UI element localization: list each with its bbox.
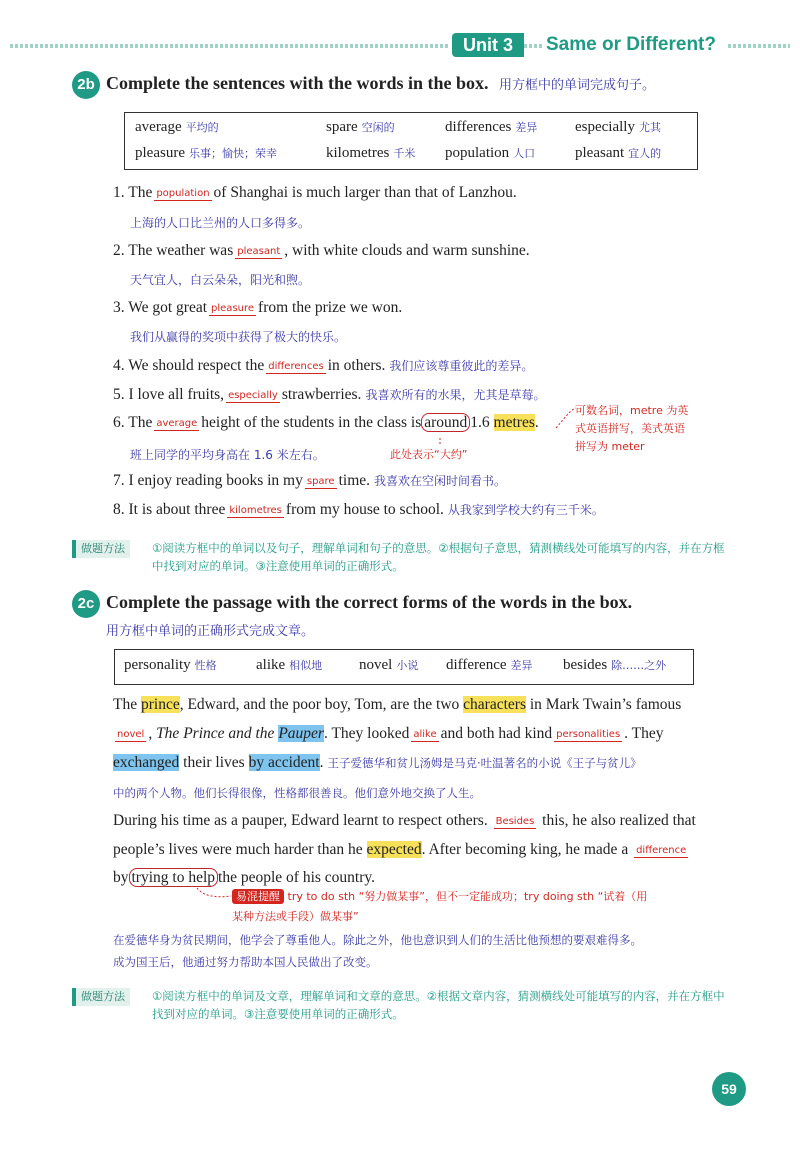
- tip-text-2c: ①阅读方框中的单词及文章，理解单词和文章的意思。②根据文章内容，猜测横线处可能填写的内容，并在方框中找到对应的单词。③注意要使用单词的正确形式。: [152, 989, 725, 1021]
- note-connector: [430, 398, 580, 450]
- warn-note-2: 某种方法或手段）做某事”: [232, 910, 359, 923]
- section-badge-2c: 2c: [72, 590, 100, 618]
- sentence-3: 3. We got great pleasure from the prize we won.: [113, 299, 403, 316]
- sentence-2: 2. The weather was pleasant , with white clouds and warm sunshine.: [113, 242, 530, 259]
- section-badge-2b: 2b: [72, 71, 100, 99]
- box-word: personality 性格: [124, 657, 217, 673]
- box-word: pleasant 宜人的: [575, 145, 662, 161]
- answer-blank[interactable]: spare: [306, 476, 335, 487]
- sentence-7: 7. I enjoy reading books in my spare time. 我喜欢在空闲时间看书。: [113, 472, 507, 489]
- tip-text-2b: ①阅读方框中的单词以及句子，理解单词和句子的意思。②根据句子意思，猜测横线处可能填写的内容，并在方框中找到对应的单词。③注意使用单词的正确形式。: [152, 541, 725, 573]
- header-rule-mid: [524, 44, 544, 48]
- sentence-8: 8. It is about three kilometres from my house to school. 从我家到学校大约有三千米。: [113, 501, 604, 518]
- note-around: 此处表示“大约”: [390, 448, 468, 461]
- unit-title: Same or Different?: [546, 34, 716, 55]
- highlighted-word: metres: [493, 414, 535, 431]
- box-word: pleasure 乐事；愉快；荣幸: [135, 145, 277, 161]
- passage-line-1: The prince, Edward, and the poor boy, Tom, are the two characters in Mark Twain’s famous: [113, 696, 682, 713]
- section-2b-instruction-cn: 用方框中的单词完成句子。: [498, 78, 655, 93]
- answer-blank[interactable]: novel: [117, 729, 145, 740]
- circled-phrase: trying to help: [129, 868, 219, 887]
- tip-label-2b: 做题方法: [72, 540, 130, 558]
- translation-6: 班上同学的平均身高在 1.6 米左右。: [130, 448, 325, 462]
- answer-blank[interactable]: especially: [228, 390, 278, 401]
- header-rule-right: [728, 44, 790, 48]
- box-word: spare 空闲的: [326, 119, 395, 135]
- tip-label-2c: 做题方法: [72, 988, 130, 1006]
- passage-line-5: During his time as a pauper, Edward learnt to respect others. Besides this, he also realized that: [113, 812, 696, 829]
- section-2b-instruction: Complete the sentences with the words in the box. 用方框中的单词完成句子。: [106, 73, 655, 93]
- sentence-6: 6. The average height of the students in the class is around 1.6 metres.: [113, 414, 539, 431]
- sentence-4: 4. We should respect the differences in others. 我们应该尊重彼此的差异。: [113, 357, 534, 374]
- warn-connector: [195, 886, 235, 902]
- page-number: 59: [712, 1072, 746, 1106]
- answer-blank[interactable]: kilometres: [229, 505, 282, 516]
- box-word: especially 尤其: [575, 119, 661, 135]
- box-word: besides 除……之外: [563, 657, 667, 673]
- passage-translation-1: 中的两个人物。他们长得很像，性格都很善良。他们意外地交换了人生。: [113, 786, 481, 800]
- passage-line-6: people’s lives were much harder than he expected. After becoming king, he made a difference: [113, 841, 687, 858]
- translation-3: 我们从赢得的奖项中获得了极大的快乐。: [130, 330, 347, 344]
- answer-blank[interactable]: pleasant: [237, 246, 281, 257]
- unit-badge: Unit 3: [452, 33, 524, 57]
- answer-blank[interactable]: average: [156, 418, 198, 429]
- box-word: kilometres 千米: [326, 145, 416, 161]
- box-word: population 人口: [445, 145, 536, 161]
- translation-1: 上海的人口比兰州的人口多得多。: [130, 216, 311, 230]
- sentence-5: 5. I love all fruits, especially strawberries. 我喜欢所有的水果，尤其是草莓。: [113, 386, 546, 403]
- passage-line-7: by trying to help the people of his country.: [113, 869, 375, 886]
- answer-blank[interactable]: pleasure: [211, 303, 255, 314]
- circled-word: around: [421, 413, 470, 432]
- sentence-1: 1. The population of Shanghai is much larger than that of Lanzhou.: [113, 184, 517, 201]
- answer-blank[interactable]: difference: [636, 845, 687, 856]
- word-box-2b: [124, 112, 698, 170]
- answer-blank[interactable]: Besides: [495, 816, 535, 827]
- warn-tag: 易混提醒: [232, 889, 284, 904]
- header-rule-left: [10, 44, 450, 48]
- box-word: alike 相似地: [256, 657, 323, 673]
- box-word: difference 差异: [446, 657, 533, 673]
- box-word: average 平均的: [135, 119, 219, 135]
- answer-blank[interactable]: population: [156, 188, 210, 199]
- answer-blank[interactable]: personalities: [556, 729, 621, 740]
- box-word: differences 差异: [445, 119, 538, 135]
- passage-line-2: novel , The Prince and the Pauper. They looked alike and both had kind personalities . They: [117, 725, 664, 742]
- section-2c-instruction: Complete the passage with the correct forms of the words in the box.: [106, 592, 633, 612]
- box-word: novel 小说: [359, 657, 419, 673]
- passage-line-3: exchanged their lives by accident. 王子爱德华和贫儿汤姆是马克·吐温著名的小说《王子与贫儿》: [113, 754, 642, 771]
- word-box-2c: [114, 649, 694, 685]
- passage-translation-3: 成为国王后，他通过努力帮助本国人民做出了改变。: [113, 955, 378, 969]
- section-2c-instruction-cn: 用方框中单词的正确形式完成文章。: [106, 624, 315, 639]
- passage-translation-2: 在爱德华身为贫民期间，他学会了尊重他人。除此之外，他也意识到人们的生活比他预想的要艰难得多。: [113, 933, 642, 947]
- note-metre: 可数名词，metre 为英 式英语拼写，美式英语 拼写为 meter: [575, 404, 689, 453]
- warn-note: 易混提醒 try to do sth “努力做某事”，但不一定能成功；try doing sth “试着（用: [232, 888, 732, 906]
- translation-2: 天气宜人，白云朵朵，阳光和煦。: [130, 273, 311, 287]
- answer-blank[interactable]: differences: [268, 361, 324, 372]
- answer-blank[interactable]: alike: [413, 729, 437, 740]
